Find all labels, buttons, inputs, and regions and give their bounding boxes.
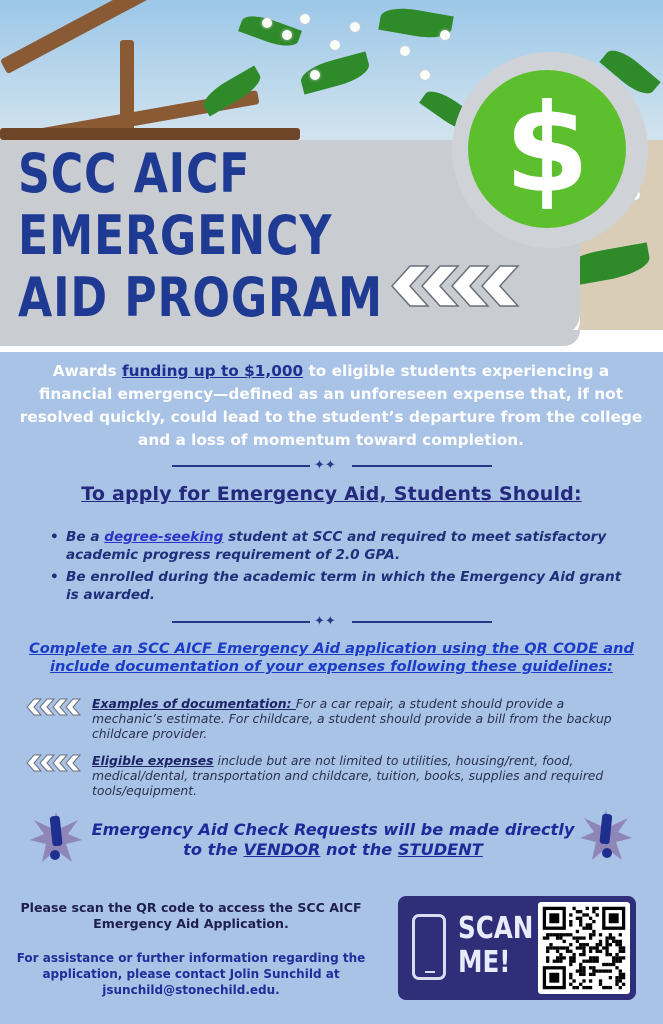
documentation-guideline: Examples of documentation: For a car repair, a student should provide a mechanic’s estimate. For childcare, a student should provide a bill from the backup childcare provider. [92, 696, 612, 741]
scan-me-panel [398, 896, 636, 1000]
complete-application-text: Complete an SCC AICF Emergency Aid application using the QR CODE and include documentation of your expenses following these guidelines: [29, 640, 634, 675]
chevron-bullet-icon [26, 753, 82, 773]
dollar-icon: $ [468, 70, 626, 228]
scan-instructions: Please scan the QR code to access the SCC AICF Emergency Aid Application. [20, 900, 362, 931]
exclamation-icon [578, 808, 634, 864]
divider-1: ✦✦ [172, 459, 492, 473]
banner-edge [0, 330, 663, 352]
chevron-arrows-icon [388, 262, 528, 310]
funding-highlight: funding up to $1,000 [121, 362, 304, 380]
degree-seeking-link[interactable]: degree-seeking [104, 529, 224, 545]
exclamation-icon [28, 810, 84, 866]
intro-text: Awards funding up to $1,000 to eligible students experiencing a financial emergency—defined as an unforeseen expense that, if not resolved quickly, could lead to the student’s departure from the college and a loss of momentum toward completion. [19, 362, 643, 449]
contact-info: For assistance or further information regarding the application, please contact Jolin Sunchild at jsunchild@stonechild.edu. [16, 951, 366, 997]
vendor-notice: Emergency Aid Check Requests will be made directly to the VENDOR not the STUDENT [91, 820, 575, 859]
apply-heading: To apply for Emergency Aid, Students Should: [81, 483, 582, 505]
phone-icon [412, 914, 446, 980]
page-title [18, 143, 444, 329]
divider-2: ✦✦ [172, 615, 492, 629]
chevron-bullet-icon [26, 697, 82, 717]
requirement-item: • Be a degree-seeking student at SCC and required to meet satisfactory academic progress requirement of 2.0 GPA. [50, 528, 630, 564]
scan-me-label: SCAN ME! [458, 911, 534, 980]
requirements-list [50, 528, 630, 608]
requirement-item: • Be enrolled during the academic term in which the Emergency Aid grant is awarded. [50, 568, 630, 604]
qr-code-icon[interactable] [538, 902, 630, 994]
eligible-expenses-guideline: Eligible expenses include but are not limited to utilities, housing/rent, food, medical/dental, transportation and childcare, tuition, books, supplies and required tools/equipment. [92, 753, 604, 798]
title-line-2: AID PROGRAM [18, 266, 383, 329]
title-line-1: SCC AICF EMERGENCY [18, 142, 333, 267]
